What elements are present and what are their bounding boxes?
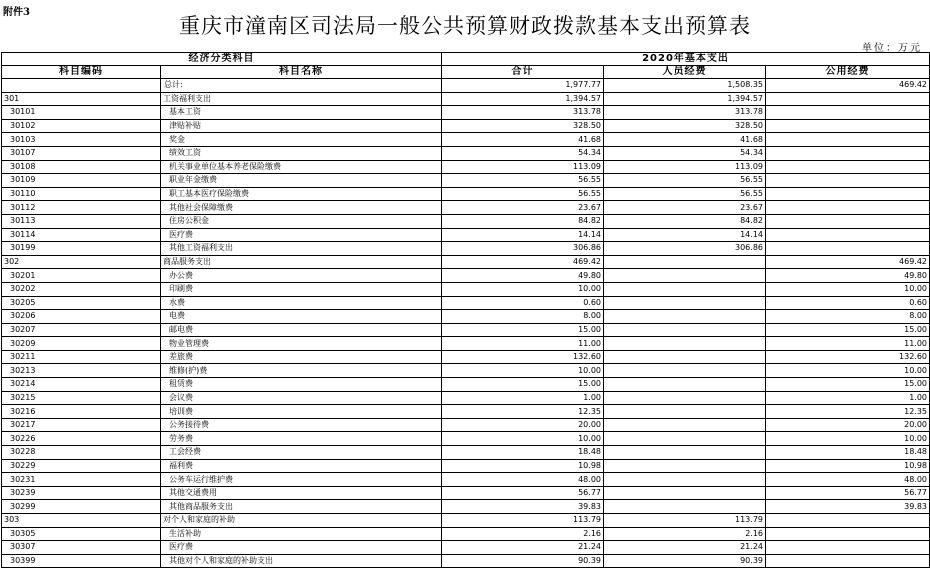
table-row [2,255,930,269]
row-name: 其他商品服务支出 [161,500,442,514]
row-total: 48.00 [442,473,604,487]
row-code: 30109 [2,174,161,188]
row-code: 30101 [2,106,161,120]
row-personnel [604,432,766,446]
row-total: 10.00 [442,432,604,446]
row-code: 30217 [2,418,161,432]
row-public [766,228,930,242]
table-row [2,174,930,188]
row-code: 30215 [2,391,161,405]
row-code: 30211 [2,350,161,364]
table-row [2,106,930,120]
table-body [2,79,930,568]
row-code: 30213 [2,364,161,378]
row-code: 30199 [2,242,161,256]
row-code: 30299 [2,500,161,514]
row-name: 差旅费 [161,350,442,364]
row-total: 10.00 [442,282,604,296]
table-row [2,310,930,324]
row-total: 113.79 [442,514,604,528]
row-total: 49.80 [442,269,604,283]
row-code [2,79,161,93]
row-code: 30110 [2,187,161,201]
row-personnel: 2.16 [604,527,766,541]
table-row [2,133,930,147]
row-public [766,146,930,160]
row-name: 住房公积金 [161,214,442,228]
row-total: 11.00 [442,337,604,351]
row-name: 基本工资 [161,106,442,120]
row-personnel: 56.55 [604,187,766,201]
table-row [2,214,930,228]
row-code: 30108 [2,160,161,174]
row-total: 14.14 [442,228,604,242]
row-personnel: 1,394.57 [604,92,766,106]
row-code: 302 [2,255,161,269]
row-name: 公务接待费 [161,418,442,432]
row-name: 机关事业单位基本养老保险缴费 [161,160,442,174]
row-public: 469.42 [766,79,930,93]
row-total: 20.00 [442,418,604,432]
row-personnel: 21.24 [604,541,766,555]
economic-group-header: 经济分类科目 [2,53,442,66]
row-total: 18.48 [442,446,604,460]
row-name: 其他交通费用 [161,486,442,500]
row-total: 54.34 [442,146,604,160]
row-code: 30216 [2,405,161,419]
row-personnel: 54.34 [604,146,766,160]
table-row [2,228,930,242]
row-total: 21.24 [442,541,604,555]
page-title: 重庆市潼南区司法局一般公共预算财政拨款基本支出预算表 [179,14,751,38]
row-name: 工资福利支出 [161,92,442,106]
row-personnel: 313.78 [604,106,766,120]
row-name: 工会经费 [161,446,442,460]
row-code: 30113 [2,214,161,228]
row-total: 469.42 [442,255,604,269]
row-public [766,106,930,120]
row-name: 其他工资福利支出 [161,242,442,256]
row-personnel: 41.68 [604,133,766,147]
row-personnel [604,391,766,405]
row-public: 18.48 [766,446,930,460]
budget-table [1,52,930,568]
row-name: 福利费 [161,459,442,473]
row-name: 职业年金缴费 [161,174,442,188]
row-code: 30207 [2,323,161,337]
row-personnel: 56.55 [604,174,766,188]
row-total: 39.83 [442,500,604,514]
table-row [2,201,930,215]
row-total: 10.00 [442,364,604,378]
row-personnel [604,323,766,337]
table-row [2,432,930,446]
row-name: 其他对个人和家庭的补助支出 [161,554,442,568]
row-personnel [604,269,766,283]
row-code: 30103 [2,133,161,147]
row-personnel [604,500,766,514]
row-public: 20.00 [766,418,930,432]
table-row [2,500,930,514]
row-public: 48.00 [766,473,930,487]
table-row [2,405,930,419]
row-total: 15.00 [442,378,604,392]
unit-label: 单位：万元 [862,43,922,54]
table-header [2,53,930,79]
row-public [766,119,930,133]
table-row [2,160,930,174]
row-personnel [604,378,766,392]
row-total: 132.60 [442,350,604,364]
row-public: 8.00 [766,310,930,324]
table-row [2,527,930,541]
row-public [766,187,930,201]
row-personnel [604,364,766,378]
row-total: 328.50 [442,119,604,133]
table-row [2,486,930,500]
row-personnel [604,282,766,296]
row-public: 11.00 [766,337,930,351]
row-name: 绩效工资 [161,146,442,160]
row-total: 10.98 [442,459,604,473]
row-personnel: 1,508.35 [604,79,766,93]
row-public: 39.83 [766,500,930,514]
row-total: 90.39 [442,554,604,568]
row-personnel [604,296,766,310]
row-name: 办公费 [161,269,442,283]
row-personnel [604,459,766,473]
row-public [766,133,930,147]
row-total: 2.16 [442,527,604,541]
row-total: 23.67 [442,201,604,215]
row-code: 30107 [2,146,161,160]
total-column-header: 合计 [442,66,604,79]
table-row [2,187,930,201]
row-public: 15.00 [766,378,930,392]
row-total: 113.09 [442,160,604,174]
row-name: 水费 [161,296,442,310]
row-total: 1,394.57 [442,92,604,106]
row-public: 56.77 [766,486,930,500]
row-public: 469.42 [766,255,930,269]
row-public [766,92,930,106]
row-personnel: 306.86 [604,242,766,256]
row-total: 56.55 [442,174,604,188]
row-public: 10.98 [766,459,930,473]
row-public: 15.00 [766,323,930,337]
table-row [2,282,930,296]
row-public [766,527,930,541]
row-code: 30305 [2,527,161,541]
row-total: 306.86 [442,242,604,256]
row-code: 30231 [2,473,161,487]
row-code: 30214 [2,378,161,392]
row-personnel: 14.14 [604,228,766,242]
row-code: 301 [2,92,161,106]
row-total: 12.35 [442,405,604,419]
row-name: 租赁费 [161,378,442,392]
row-code: 30205 [2,296,161,310]
row-public: 49.80 [766,269,930,283]
table-row [2,323,930,337]
row-public [766,514,930,528]
row-public [766,554,930,568]
row-public: 1.00 [766,391,930,405]
table-row [2,418,930,432]
row-total: 313.78 [442,106,604,120]
table-row [2,269,930,283]
row-name: 对个人和家庭的补助 [161,514,442,528]
table-row [2,378,930,392]
row-total: 8.00 [442,310,604,324]
personnel-column-header: 人员经费 [604,66,766,79]
table-row [2,92,930,106]
row-name: 会议费 [161,391,442,405]
row-public [766,201,930,215]
row-code: 30209 [2,337,161,351]
row-personnel [604,446,766,460]
row-name: 培训费 [161,405,442,419]
row-personnel [604,337,766,351]
row-personnel [604,486,766,500]
row-public: 12.35 [766,405,930,419]
table-row [2,350,930,364]
row-total: 56.55 [442,187,604,201]
row-name: 生活补助 [161,527,442,541]
row-total: 0.60 [442,296,604,310]
row-personnel: 328.50 [604,119,766,133]
row-total: 15.00 [442,323,604,337]
row-name: 医疗费 [161,228,442,242]
row-name: 津贴补贴 [161,119,442,133]
table-row [2,554,930,568]
code-column-header: 科目编码 [2,66,161,79]
row-personnel: 84.82 [604,214,766,228]
row-name: 印刷费 [161,282,442,296]
table-row [2,514,930,528]
row-personnel [604,350,766,364]
row-personnel: 23.67 [604,201,766,215]
row-code: 30114 [2,228,161,242]
attachment-label: 附件3 [3,7,30,18]
row-code: 30206 [2,310,161,324]
row-name: 其他社会保障缴费 [161,201,442,215]
row-total: 1.00 [442,391,604,405]
row-name: 维修(护)费 [161,364,442,378]
row-public: 132.60 [766,350,930,364]
row-public: 0.60 [766,296,930,310]
row-personnel [604,418,766,432]
row-public: 10.00 [766,282,930,296]
table-row [2,473,930,487]
row-public [766,242,930,256]
row-personnel [604,473,766,487]
row-total: 1,977.77 [442,79,604,93]
row-personnel: 113.09 [604,160,766,174]
row-code: 30228 [2,446,161,460]
row-public [766,174,930,188]
budget-group-header: 2020年基本支出 [442,53,930,66]
row-total: 41.68 [442,133,604,147]
row-name: 劳务费 [161,432,442,446]
table-row [2,119,930,133]
row-name: 奖金 [161,133,442,147]
row-public: 10.00 [766,364,930,378]
row-public [766,160,930,174]
row-total: 84.82 [442,214,604,228]
row-public [766,541,930,555]
table-row [2,146,930,160]
row-name: 公务车运行维护费 [161,473,442,487]
row-code: 30102 [2,119,161,133]
row-name: 商品服务支出 [161,255,442,269]
name-column-header: 科目名称 [161,66,442,79]
row-name: 物业管理费 [161,337,442,351]
row-personnel [604,310,766,324]
table-row [2,541,930,555]
row-personnel: 90.39 [604,554,766,568]
table-row [2,242,930,256]
row-code: 30201 [2,269,161,283]
row-public: 10.00 [766,432,930,446]
row-name: 医疗费 [161,541,442,555]
row-code: 30202 [2,282,161,296]
row-code: 30112 [2,201,161,215]
row-code: 30399 [2,554,161,568]
public-column-header: 公用经费 [766,66,930,79]
row-code: 30229 [2,459,161,473]
row-public [766,214,930,228]
row-personnel [604,405,766,419]
table-row [2,459,930,473]
row-code: 30226 [2,432,161,446]
table-row [2,391,930,405]
row-personnel [604,255,766,269]
row-code: 30307 [2,541,161,555]
table-row [2,296,930,310]
table-row [2,337,930,351]
row-code: 303 [2,514,161,528]
row-name: 邮电费 [161,323,442,337]
row-code: 30239 [2,486,161,500]
row-name: 电费 [161,310,442,324]
row-personnel: 113.79 [604,514,766,528]
row-name: 职工基本医疗保险缴费 [161,187,442,201]
row-name: 总计: [161,79,442,93]
table-row [2,79,930,93]
table-row [2,446,930,460]
table-row [2,364,930,378]
row-total: 56.77 [442,486,604,500]
